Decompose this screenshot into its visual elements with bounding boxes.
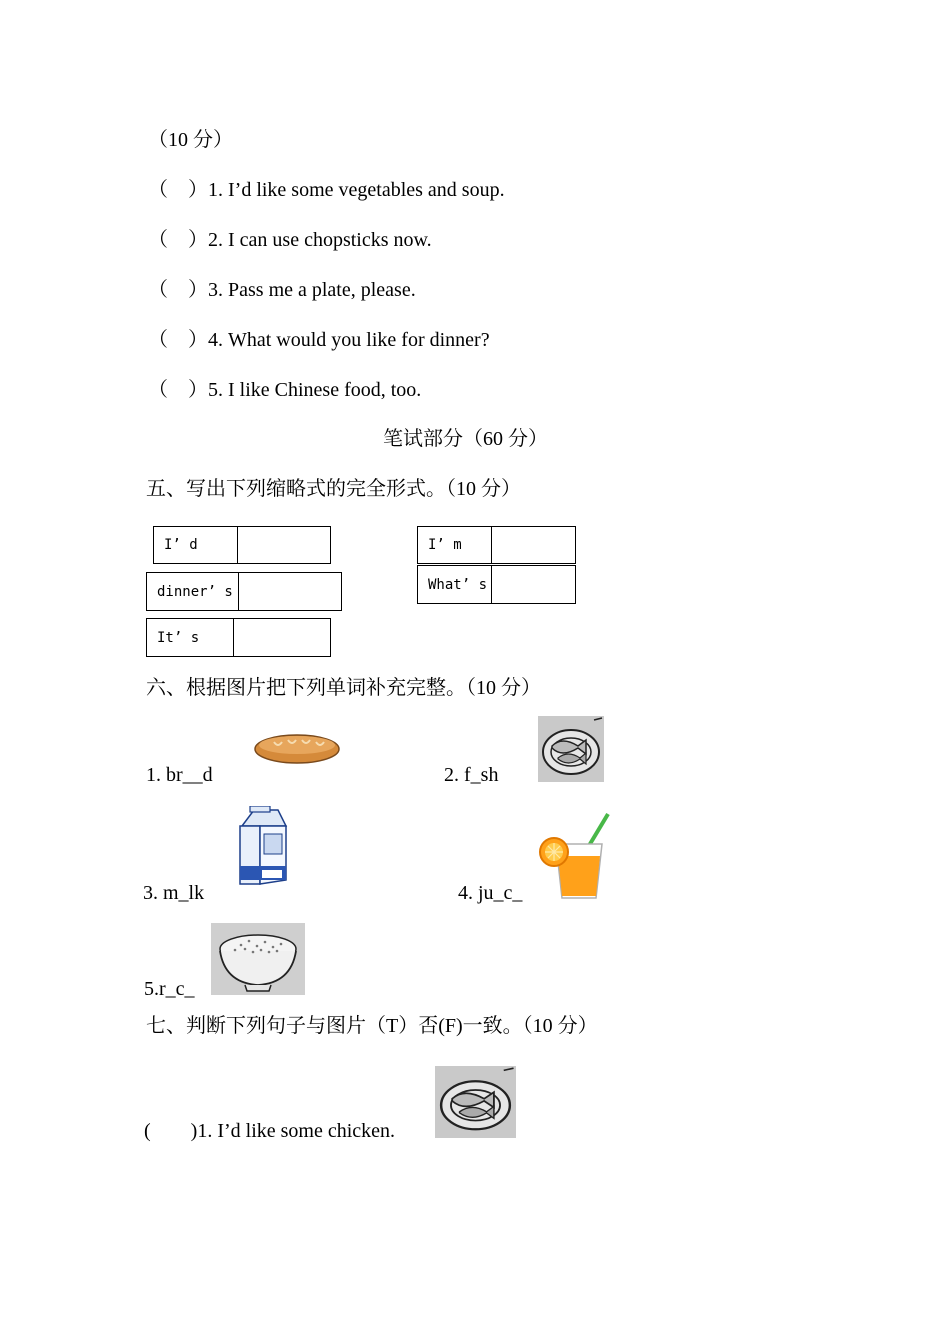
milk-carton-icon	[234, 806, 290, 886]
word-item-1: 1. br__d	[146, 764, 213, 786]
contraction-box	[417, 526, 576, 564]
word-item-5: 5.r_c_	[144, 978, 195, 1000]
listening-item-1: （ ）1. I’d like some vegetables and soup.	[148, 179, 505, 201]
contraction-label: I’ d	[154, 527, 238, 563]
listening-item-3: （ ）3. Pass me a plate, please.	[148, 279, 416, 301]
contraction-label: It’ s	[147, 619, 234, 656]
section5-title: 五、写出下列缩略式的完全形式。（10 分）	[146, 478, 521, 500]
contraction-box	[146, 618, 331, 657]
orange-juice-icon	[538, 810, 612, 902]
listening-item-4: （ ）4. What would you like for dinner?	[148, 329, 490, 351]
listening-item-5: （ ）5. I like Chinese food, too.	[148, 379, 422, 401]
bread-icon	[252, 728, 342, 768]
section6-title: 六、根据图片把下列单词补充完整。（10 分）	[146, 677, 541, 699]
contraction-box	[146, 572, 342, 611]
contraction-box	[417, 565, 576, 604]
written-part-heading: 笔试部分（60 分）	[383, 428, 548, 450]
word-item-2: 2. f_sh	[444, 764, 499, 786]
fish-plate-icon	[435, 1066, 516, 1138]
contraction-label: I’ m	[418, 527, 492, 563]
contraction-label: dinner’ s	[147, 573, 239, 610]
listening-item-2: （ ）2. I can use chopsticks now.	[148, 229, 432, 251]
word-item-4: 4. ju_c_	[458, 882, 523, 904]
contraction-label: What’ s	[418, 566, 492, 603]
section-score: （10 分）	[148, 129, 233, 151]
word-item-3: 3. m_lk	[143, 882, 205, 904]
judge-item-1: ( )1. I’d like some chicken.	[144, 1120, 396, 1142]
fish-plate-icon	[538, 716, 604, 782]
section7-title: 七、判断下列句子与图片（T）否(F)一致。（10 分）	[146, 1015, 598, 1037]
contraction-box	[153, 526, 331, 564]
rice-bowl-icon	[211, 923, 305, 995]
